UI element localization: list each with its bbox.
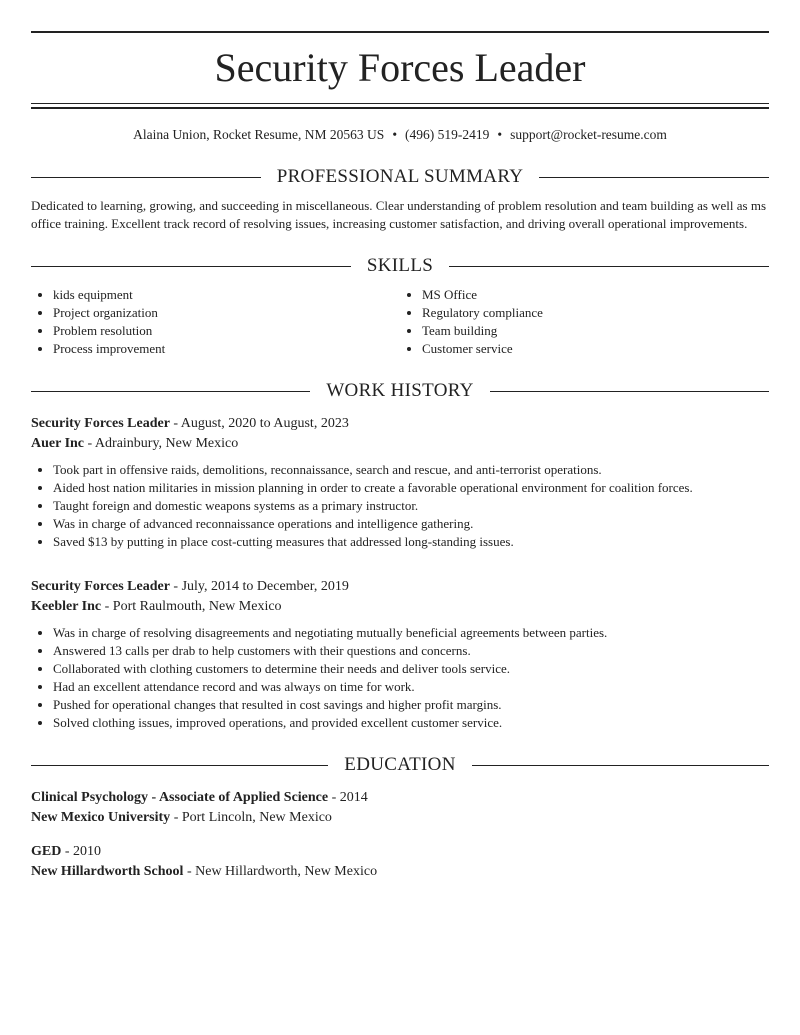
job-bullet: • Took part in offensive raids, demolitions, reconnaissance, search and rescue, and anti-terrorist operations. — [53, 461, 769, 479]
job-bullet: • Taught foreign and domestic weapons systems as a primary instructor. — [53, 497, 769, 515]
edu-degree: GED — [31, 844, 62, 859]
job-company: Keebler Inc — [31, 599, 102, 614]
section-title: WORK HISTORY — [326, 380, 474, 401]
contact-address: Alaina Union, Rocket Resume, NM 20563 US — [133, 127, 385, 142]
job-bullet: • Pushed for operational changes that resulted in cost savings and higher profit margins. — [53, 696, 769, 714]
job-title: Security Forces Leader — [31, 579, 170, 594]
edu-school: New Hillardworth School — [31, 864, 184, 879]
skill-item: • Process improvement — [53, 340, 400, 358]
job-entry — [31, 414, 769, 551]
edu-location: - New Hillardworth, New Mexico — [183, 864, 378, 879]
job-bullet: • Collaborated with clothing customers to determine their needs and deliver tools service. — [53, 660, 769, 678]
separator: • — [392, 127, 398, 142]
job-bullet: • Had an excellent attendance record and was always on time for work. — [53, 678, 769, 696]
section-title: SKILLS — [366, 255, 434, 276]
skills-list — [31, 286, 769, 358]
summary-text: Dedicated to learning, growing, and succeeding in miscellaneous. Clear understanding of problem resolution and team building as well as ms office training. Excellent track record of resolving issues, increasing customer satisfaction, and driving overall operational improvements. — [31, 198, 767, 231]
resume-page — [31, 0, 769, 882]
job-bullet: • Was in charge of advanced reconnaissance operations and intelligence gathering. — [53, 515, 769, 533]
job-title: Security Forces Leader — [31, 416, 170, 431]
skills-left — [31, 286, 400, 358]
education-entry — [31, 788, 769, 828]
section-title: PROFESSIONAL SUMMARY — [276, 166, 524, 187]
skill-item: • Problem resolution — [53, 322, 400, 340]
contact-phone: (496) 519-2419 — [405, 127, 490, 142]
job-dates: - July, 2014 to December, 2019 — [169, 579, 349, 594]
job-bullet: • Solved clothing issues, improved operations, and provided excellent customer service. — [53, 714, 769, 732]
job-location: - Port Raulmouth, New Mexico — [101, 599, 282, 614]
job-bullet: • Answered 13 calls per drab to help customers with their questions and concerns. — [53, 642, 769, 660]
contact-line — [31, 126, 769, 144]
section-header-skills — [31, 255, 769, 277]
job-dates: - August, 2020 to August, 2023 — [169, 416, 349, 431]
education-entry — [31, 842, 769, 882]
section-header-summary — [31, 166, 769, 188]
job-bullet: • Was in charge of resolving disagreements and negotiating mutually beneficial agreements between parties. — [53, 624, 769, 642]
skill-item: • Customer service — [422, 340, 769, 358]
edu-degree: Clinical Psychology - Associate of Applied Science — [31, 790, 329, 805]
title-rule — [31, 103, 769, 104]
section-header-education — [31, 754, 769, 776]
edu-location: - Port Lincoln, New Mexico — [170, 810, 332, 825]
edu-year: - 2014 — [328, 790, 368, 805]
skill-item: • kids equipment — [53, 286, 400, 304]
skill-item: • Team building — [422, 322, 769, 340]
job-location: - Adrainbury, New Mexico — [84, 436, 239, 451]
skill-item: • Regulatory compliance — [422, 304, 769, 322]
job-company: Auer Inc — [31, 436, 85, 451]
separator: • — [497, 127, 503, 142]
edu-year: - 2010 — [61, 844, 102, 859]
skill-item: • MS Office — [422, 286, 769, 304]
contact-email: support@rocket-resume.com — [510, 127, 667, 142]
resume-title: Security Forces Leader — [214, 45, 586, 90]
job-bullet: • Aided host nation militaries in mission planning in order to create a favorable operational environment for coalition forces. — [53, 479, 769, 497]
job-bullet: • Saved $13 by putting in place cost-cutting measures that addressed long-standing issues. — [53, 533, 769, 551]
section-header-work — [31, 380, 769, 402]
edu-school: New Mexico University — [31, 810, 171, 825]
skill-item: • Project organization — [53, 304, 400, 322]
job-entry — [31, 577, 769, 732]
skills-right — [400, 286, 769, 358]
title-rule-thick — [31, 107, 769, 109]
section-title: EDUCATION — [344, 754, 456, 775]
